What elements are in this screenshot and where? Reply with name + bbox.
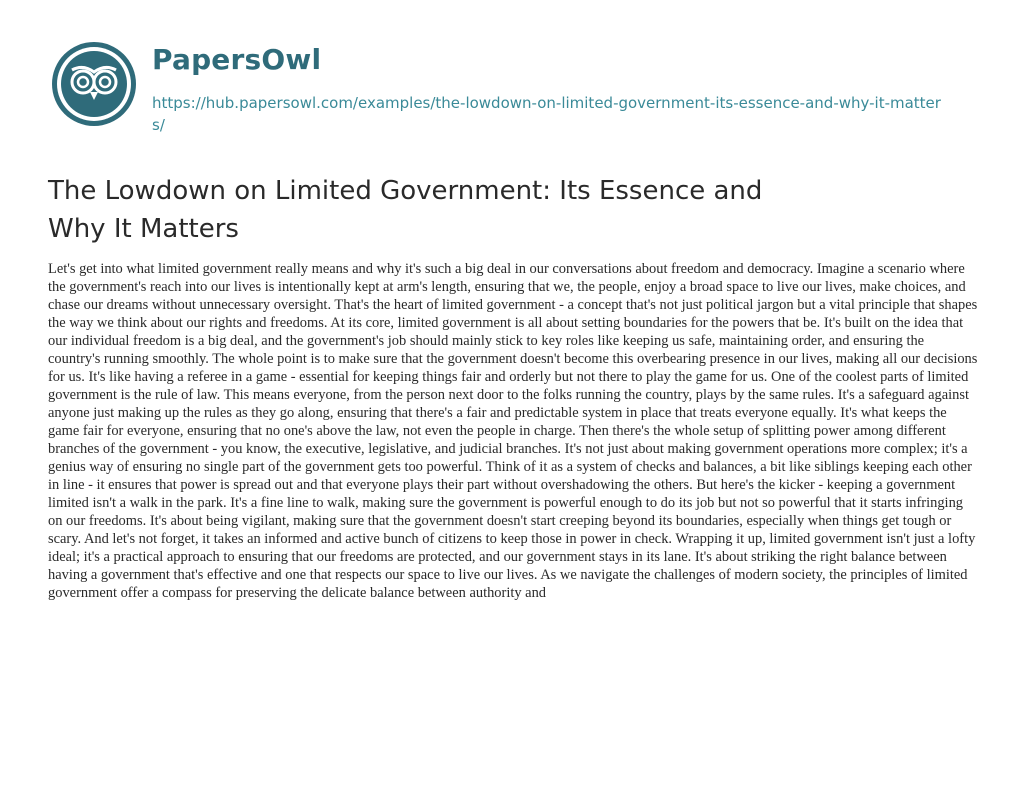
brand-block xyxy=(152,42,952,136)
source-url-link[interactable]: https://hub.papersowl.com/examples/the-lowdown-on-limited-government-its-essence-and-why-it-matters/ xyxy=(152,94,941,134)
site-header xyxy=(50,40,952,136)
owl-logo-icon[interactable] xyxy=(50,40,138,128)
article-title: The Lowdown on Limited Government: Its Essence and Why It Matters xyxy=(48,176,763,244)
brand-name[interactable]: PapersOwl xyxy=(152,43,322,76)
article-body: Let's get into what limited government really means and why it's such a big deal in our conversations about freedom and democracy. Imagine a scenario where the government's reach into our lives is intentionally kept at arm's length, ensuring that we, the people, enjoy a broad space to live our lives, make choices, and chase our dreams without unnecessary oversight. That's the heart of limited government - a concept that's not just political jargon but a vital principle that shapes the way we think about our rights and freedoms. At its core, limited government is all about setting boundaries for the powers that be. It's built on the idea that our individual freedom is a big deal, and the government's job should mainly stick to key roles like keeping us safe, maintaining order, and ensuring the country's running smoothly. The whole point is to make sure that the government doesn't become this overbearing presence in our lives, making all our decisions for us. It's like having a referee in a game - essential for keeping things fair and orderly but not there to play the game for us. One of the coolest parts of limited government is the rule of law. This means everyone, from the person next door to the folks running the country, plays by the same rules. It's a safeguard against anyone just making up the rules as they go along, ensuring that there's a fair and predictable system in place that treats everyone equally. It's what keeps the game fair for everyone, ensuring that no one's above the law, not even the people in charge. Then there's the whole setup of splitting power among different branches of the government - you know, the executive, legislative, and judicial branches. It's not just about making government operations more complex; it's a genius way of ensuring no single part of the government gets too powerful. Think of it as a system of checks and balances, a bit like siblings keeping each other in line - it ensures that power is spread out and that everyone plays their part without overshadowing the others. But here's the kicker - keeping a government limited isn't a walk in the park. It's a fine line to walk, making sure the government is powerful enough to do its job but not so powerful that it starts infringing on our freedoms. It's about being vigilant, making sure that the government doesn't start creeping beyond its boundaries, especially when things get tough or scary. And let's not forget, it takes an informed and active bunch of citizens to keep those in power in check. Wrapping it up, limited government isn't just a lofty ideal; it's a practical approach to ensuring that our freedoms are protected, and our government stays in its lane. It's about striking the right balance between having a government that's effective and one that respects our space to live our lives. As we navigate the challenges of modern society, the principles of limited government offer a compass for preserving the delicate balance between authority and xyxy=(48,261,978,601)
